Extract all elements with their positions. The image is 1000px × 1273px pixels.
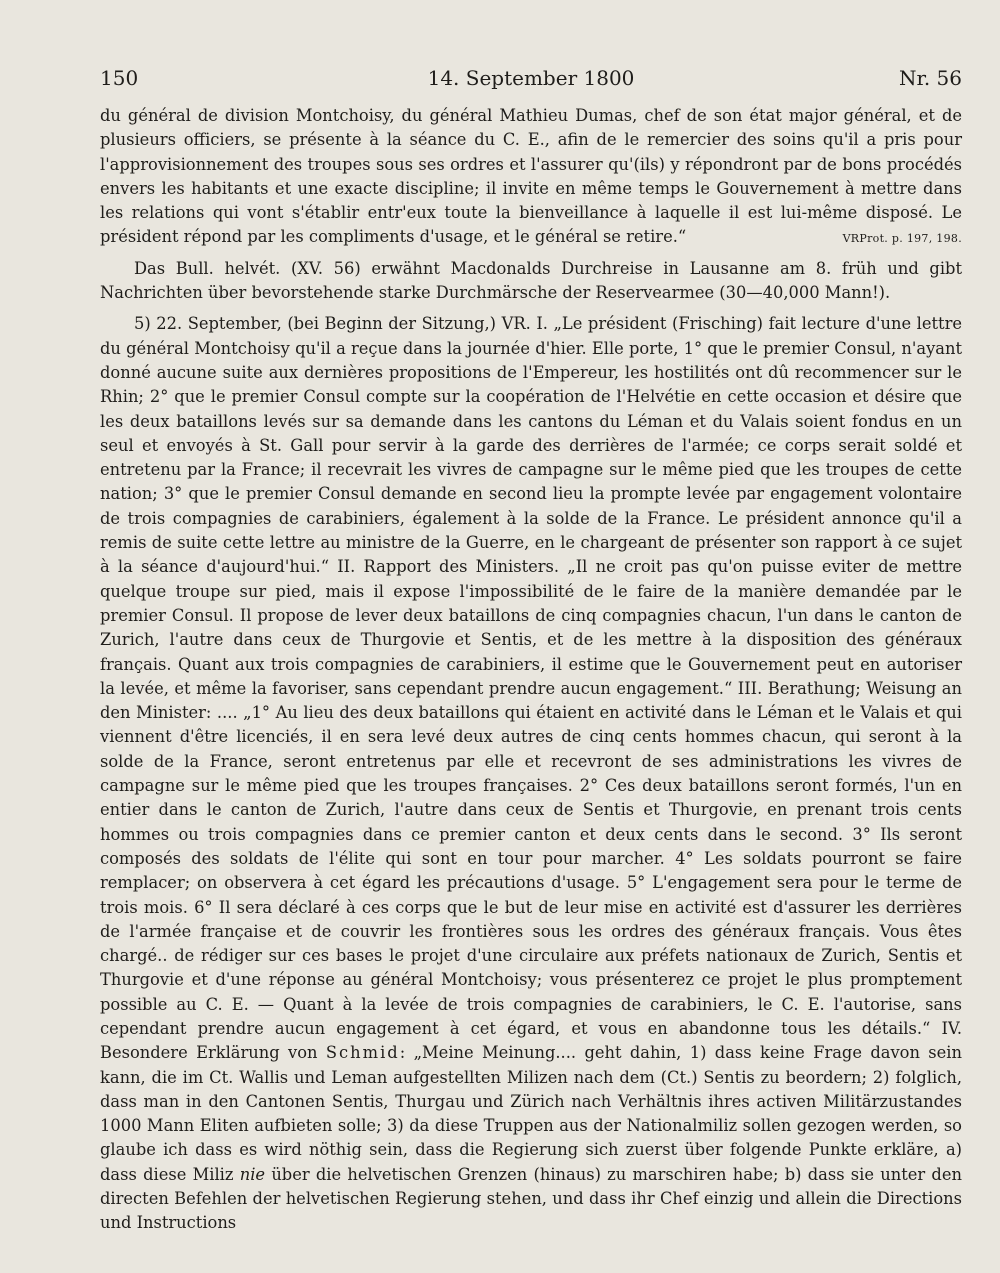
page-body xyxy=(100,104,962,1236)
header-date: 14. September 1800 xyxy=(427,66,635,90)
italic-word: nie xyxy=(239,1164,266,1184)
paragraph-1 xyxy=(100,104,962,250)
paragraph-3 xyxy=(100,312,962,1235)
paragraph-1-text: du général de division Montchoisy, du général Mathieu Dumas, chef de son état major général, et de plusieurs officiers, se présente à la séance du C. E., afin de le remercier des soins qu'il a pris pour l'approvisionnement des troupes sous ses ordres et l'assurer qu'(ils) y répondront par de bons procédés envers les habitants et une exacte discipline; il invite en même temps le Gouvernement à mettre dans les relations qui vont s'établir entr'eux toute la bienveillance à laquelle il est lui-même disposé. Le président répond par les compliments d'usage, et le général se retire.“ xyxy=(100,106,962,247)
running-header xyxy=(100,66,962,96)
source-reference: VRProt. p. 197, 198. xyxy=(842,232,962,246)
paragraph-3-part-b: : „Meine Meinung.... geht dahin, 1) dass keine Frage davon sein kann, die im Ct. Wallis und Leman aufgestellten Milizen nach dem (Ct.) Sentis zu beordern; 2) folglich, dass man in den Cantonen Sentis, Thurgau und Zürich nach Verhältnis ihres activen Militärzustandes 1000 Mann Eliten aufbieten solle; 3) da diese Truppen aus der Nationalmiliz sollen gezogen werden, so glaube ich dass es wird nöthig sein, dass die Regierung sich zuerst über folgende Punkte erkläre, a) dass diese Miliz xyxy=(100,1043,962,1184)
paragraph-3-part-c: über die helvetischen Grenzen (hinaus) zu marschiren habe; b) dass sie unter den directen Befehlen der helvetischen Regierung stehen, und dass ihr Chef einzig und allein die Directions und Instructions xyxy=(100,1164,962,1233)
paragraph-3-part-a: 5) 22. September, (bei Beginn der Sitzung,) VR. I. „Le président (Frisching) fait lecture d'une lettre du général Montchoisy qu'il a reçue dans la journée d'hier. Elle porte, 1° que le premier Consul, n'ayant donné aucune suite aux dernières propositions de l'Empereur, les hostilités ont dû recommencer sur le Rhin; 2° que le premier Consul compte sur la coopération de l'Helvétie en cette occasion et désire que les deux bataillons levés sur sa demande dans les cantons du Léman et du Valais soient fondus en un seul et envoyés à St. Gall pour servir à la garde des derrières de l'armée; ce corps serait soldé et entretenu par la France; il recevrait les vivres de campagne sur le même pied que les troupes de cette nation; 3° que le premier Consul demande en second lieu la prompte levée par engagement volontaire de trois compagnies de carabiniers, également à la solde de la France. Le président annonce qu'il a remis de suite cette lettre au ministre de la Guerre, en le chargeant de présenter son rapport à ce sujet à la séance d'aujourd'hui.“ II. Rapport des Ministers. „Il ne croit pas qu'on puisse eviter de mettre quelque troupe sur pied, mais il expose l'impossibilité de le faire de la manière demandée par le premier Consul. Il propose de lever deux bataillons de cinq compagnies chacun, l'un dans le canton de Zurich, l'autre dans ceux de Thurgovie et Sentis, et de les mettre à la disposition des généraux français. Quant aux trois compagnies de carabiniers, il estime que le Gouvernement peut en autoriser la levée, et même la favoriser, sans cependant prendre aucun engagement.“ III. Berathung; Weisung an den Minister: .... „1° Au lieu des deux bataillons qui étaient en activité dans le Léman et le Valais et qui viennent d'être licenciés, il en sera levé deux autres de cinq cents hommes chacun, qui seront à la solde de la France, seront entretenus par elle et recevront de ses administrations les vivres de campagne sur le même pied que les troupes françaises. 2° Ces deux bataillons seront formés, l'un en entier dans le canton de Zurich, l'autre dans ceux de Sentis et Thurgovie, en prenant trois cents hommes ou trois compagnies dans ce premier canton et deux cents dans le second. 3° Ils seront composés des soldats de l'élite qui sont en tour pour marcher. 4° Les soldats pourront se faire remplacer; on observera à cet égard les précautions d'usage. 5° L'engagement sera pour le terme de trois mois. 6° Il sera déclaré à ces corps que le but de leur mise en activité est d'assurer les derrières de l'armée française et de couvrir les frontières sous les ordres des généraux français. Vous êtes chargé.. de rédiger sur ces bases le projet d'une circulaire aux préfets nationaux de Zurich, Sentis et Thurgovie et d'une réponse au général Montchoisy; vous présenterez ce projet le plus promptement possible au C. E. — Quant à la levée de trois compagnies de carabiniers, le C. E. l'autorise, sans cependant prendre aucun engagement à cet égard, et vous en abandonne tous les détails.“ IV. Besondere Erklärung von xyxy=(100,314,962,1063)
spaced-name: Schmid xyxy=(325,1043,400,1063)
document-number: Nr. 56 xyxy=(898,66,962,90)
paragraph-2: Das Bull. helvét. (XV. 56) erwähnt Macdonalds Durchreise in Lausanne am 8. früh und gibt Nachrichten über bevorstehende starke Durchmärsche der Reservearmee (30—40,000 Mann!). xyxy=(100,258,962,303)
page-number: 150 xyxy=(100,66,139,90)
